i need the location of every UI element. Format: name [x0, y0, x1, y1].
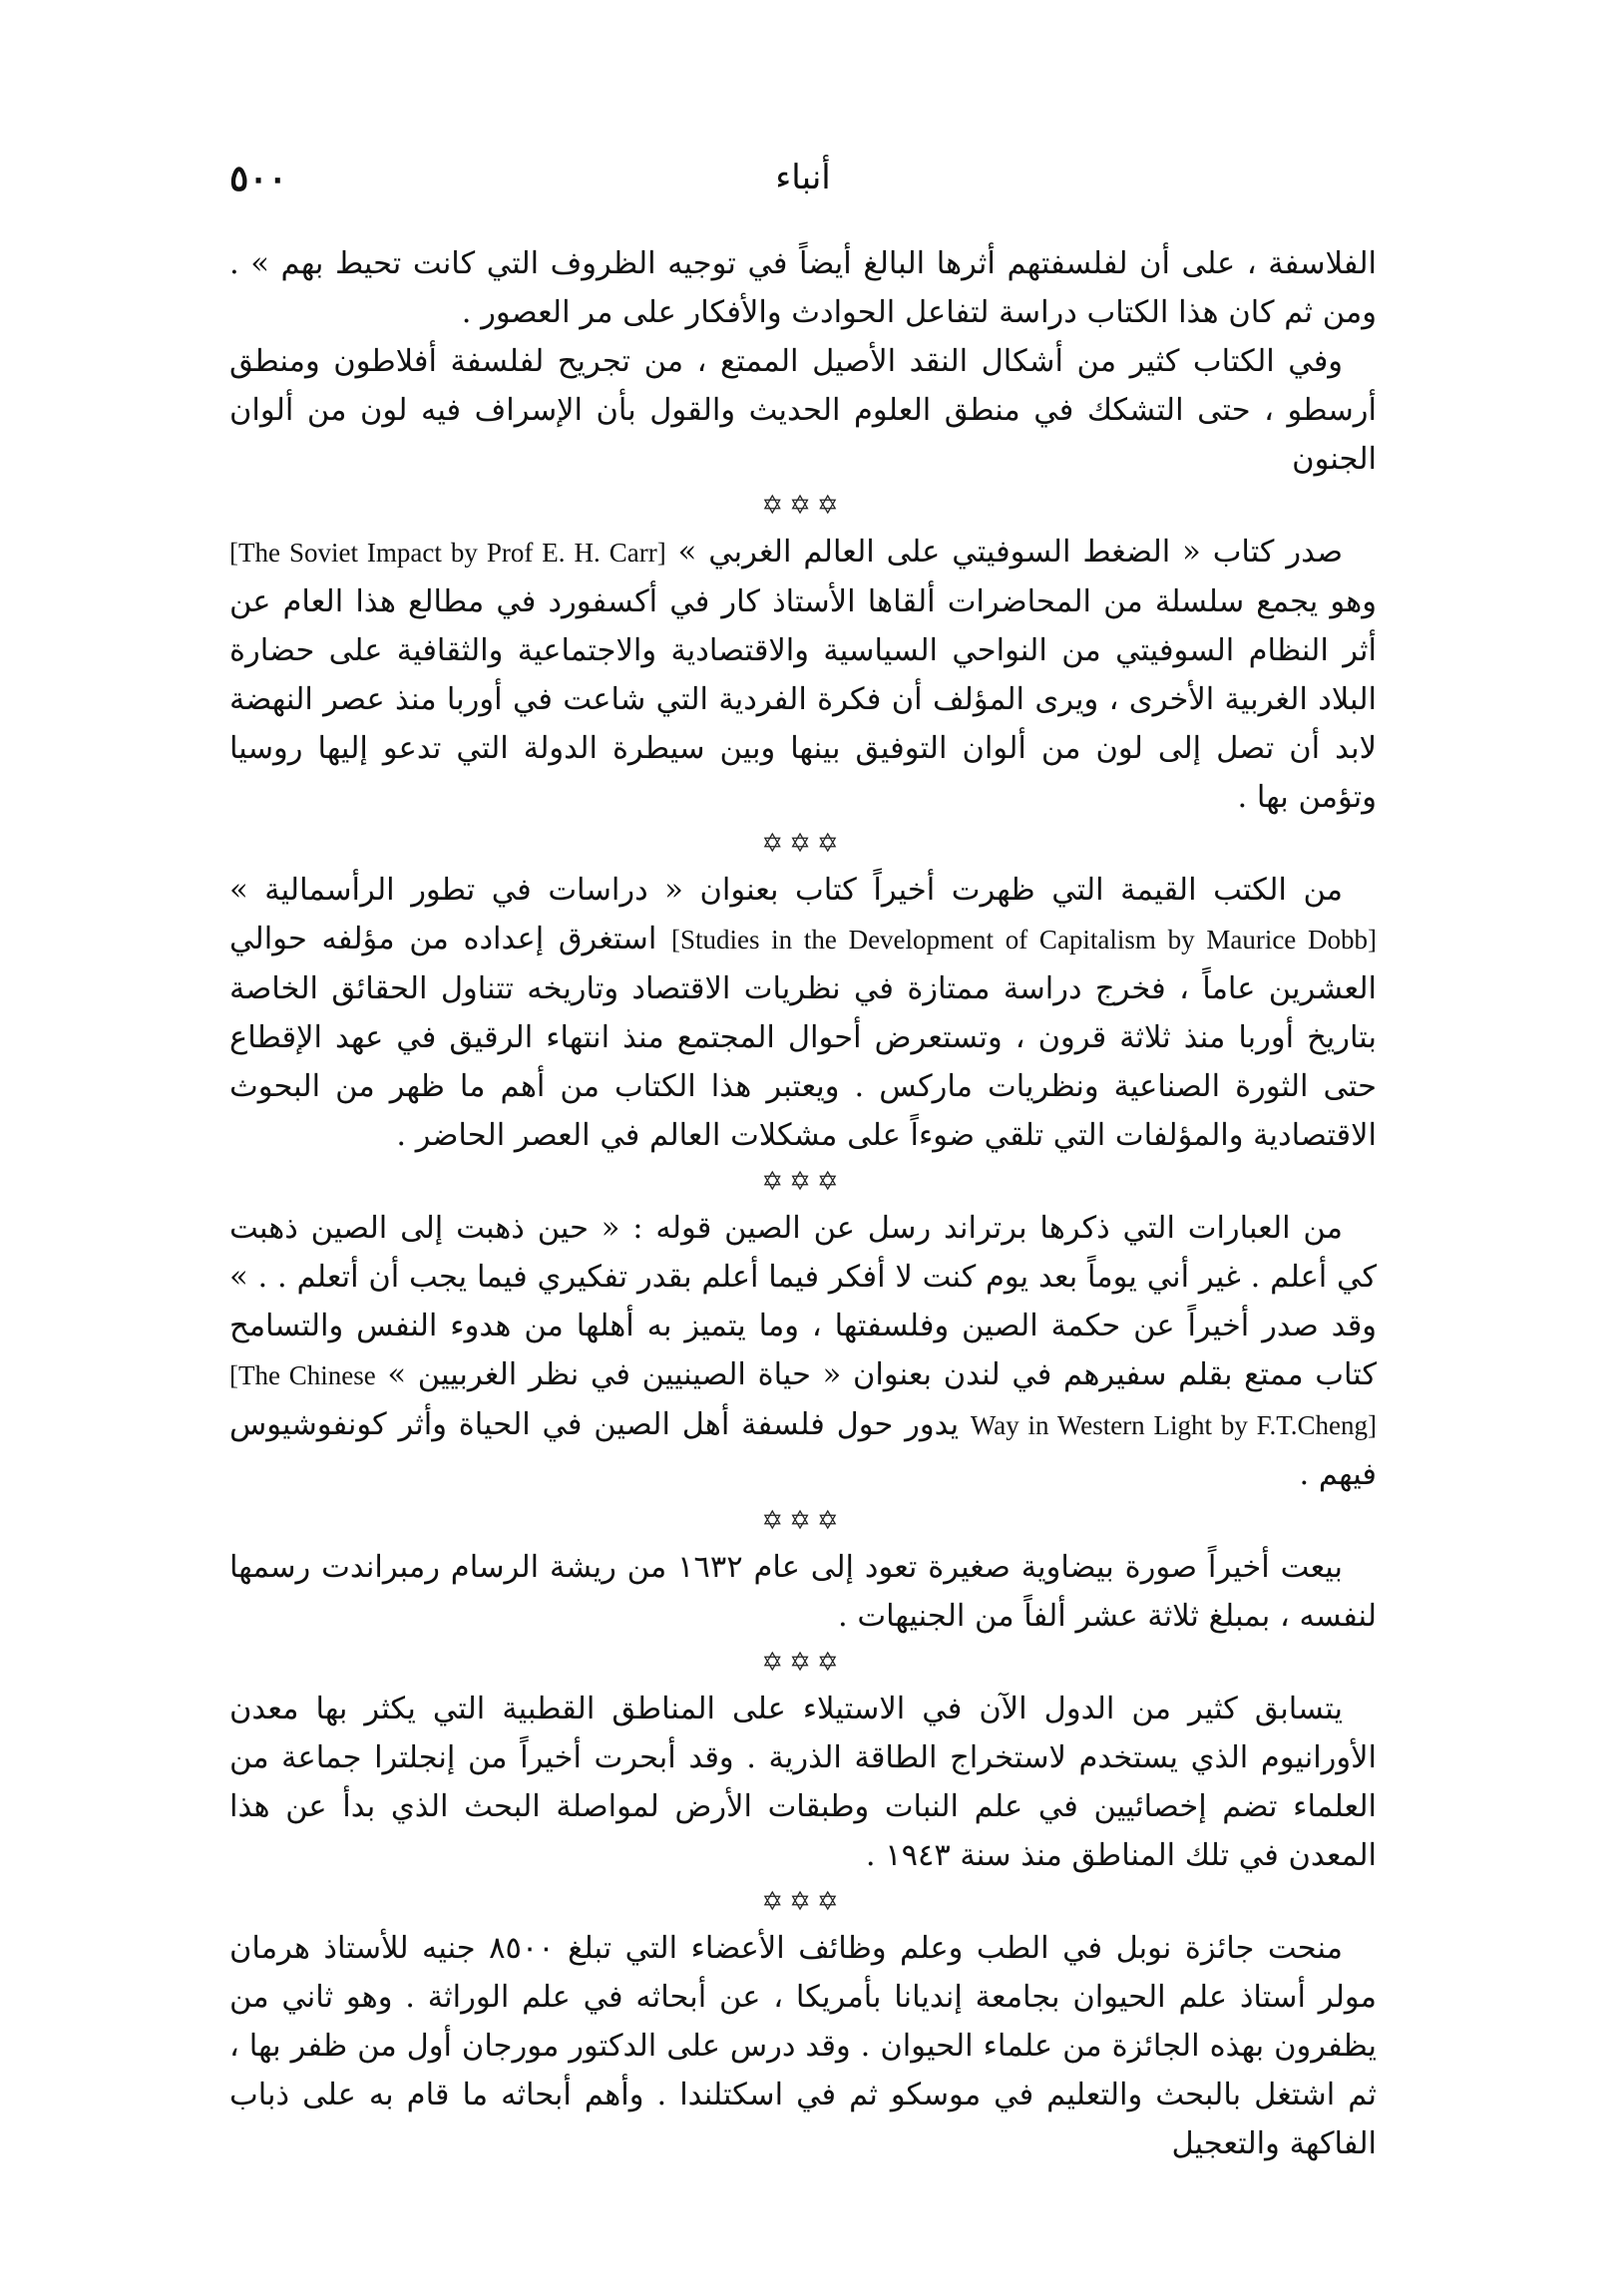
english-title: [The Chinese Way in Western Light by F.T.Cheng] — [229, 1360, 1378, 1440]
article-body — [229, 239, 1377, 2168]
english-title: [The Soviet Impact by Prof E. H. Carr] — [229, 538, 666, 568]
section-separator: ✡✡✡ — [761, 1506, 845, 1536]
section-separator: ✡✡✡ — [761, 1887, 845, 1917]
section-separator: ✡✡✡ — [761, 491, 845, 521]
news-paragraph — [229, 1924, 1377, 2168]
paragraph-text: منحت جائزة نوبل في الطب وعلم وظائف الأعضاء التي تبلغ ٨٥٠٠ جنيه للأستاذ هرمان مولر أستاذ علم الحيوان بجامعة إنديانا بأمريكا ، عن أبحاثه في علم الوراثة . وهو ثاني من يظفرون بهذه الجائزة من علماء الحيوان . وقد درس على الدكتور مورجان أول من ظفر بها ، ثم اشتغل بالبحث والتعليم في موسكو ثم في اسكتلندا . وأهم أبحاثه ما قام به على ذباب الفاكهة والتعجيل — [229, 1931, 1377, 2161]
running-title: أنباء — [775, 158, 831, 197]
page-number: ٥٠٠ — [229, 158, 288, 199]
news-paragraph — [229, 1685, 1377, 1880]
news-paragraph — [229, 1543, 1377, 1641]
paragraph-text: بيعت أخيراً صورة بيضاوية صغيرة تعود إلى عام ١٦٣٢ من ريشة الرسام رمبراندت رسمها لنفسه ، بمبلغ ثلاثة عشر ألفاً من الجنيهات . — [229, 1550, 1377, 1634]
news-paragraph — [229, 866, 1377, 1160]
english-title: [Studies in the Development of Capitalism by Maurice Dobb] — [670, 925, 1377, 955]
paragraph-text: يتسابق كثير من الدول الآن في الاستيلاء على المناطق القطبية التي يكثر بها معدن الأورانيوم الذي يستخدم لاستخراج الطاقة الذرية . وقد أبحرت أخيراً من إنجلترا جماعة من العلماء تضم إخصائيين في علم النبات وطبقات الأرض لمواصلة البحث الذي بدأ عن هذا المعدن في تلك المناطق منذ سنة ١٩٤٣ . — [229, 1692, 1377, 1873]
paragraph-text: وفي الكتاب كثير من أشكال النقد الأصيل الممتع ، من تجريح لفلسفة أفلاطون ومنطق أرسطو ، حتى التشكك في منطق العلوم الحديث والقول بأن الإسراف فيه لون من ألوان الجنون — [229, 344, 1377, 477]
news-paragraph — [229, 337, 1377, 484]
news-paragraph — [229, 239, 1377, 337]
paragraph-text: وهو يجمع سلسلة من المحاضرات ألقاها الأستاذ كار في أكسفورد في مطالع هذا العام عن أثر النظام السوفيتي من النواحي السياسية والاقتصادية والاجتماعية والثقافية على حضارة البلاد الغربية الأخرى ، ويرى المؤلف أن فكرة الفردية التي شاعت في أوربا منذ عصر النهضة لابد أن تصل إلى لون من ألوان التوفيق بينها وبين سيطرة الدولة التي تدعو إليها روسيا وتؤمن بها . — [229, 584, 1377, 815]
page-header — [229, 158, 1377, 207]
paragraph-text: يدور حول فلسفة أهل الصين في الحياة وأثر كونفوشيوس فيهم . — [229, 1407, 1377, 1492]
paragraph-text: من الكتب القيمة التي ظهرت أخيراً كتاب بعنوان « دراسات في تطور الرأسمالية » — [229, 873, 1343, 908]
paragraph-text: صدر كتاب « الضغط السوفيتي على العالم الغربي » — [665, 535, 1343, 570]
section-separator: ✡✡✡ — [761, 1167, 845, 1197]
news-paragraph — [229, 528, 1377, 822]
news-paragraph — [229, 1204, 1377, 1499]
paragraph-text: من العبارات التي ذكرها برتراند رسل عن الصين قوله : « حين ذهبت إلى الصين ذهبت كي أعلم . غير أني يوماً بعد يوم كنت لا أفكر فيما أعلم بقدر تفكيري فيما يجب أن أتعلم . . » وقد صدر أخيراً عن حكمة الصين وفلسفتها ، وما يتميز به أهلها من هدوء النفس والتسامح كتاب ممتع بقلم سفيرهم في لندن بعنوان « حياة الصينيين في نظر الغربيين » — [229, 1211, 1378, 1392]
paragraph-text: الفلاسفة ، على أن لفلسفتهم أثرها البالغ أيضاً في توجيه الظروف التي كانت تحيط بهم » . ومن ثم كان هذا الكتاب دراسة لتفاعل الحوادث والأفكار على مر العصور . — [229, 246, 1377, 330]
section-separator: ✡✡✡ — [761, 1648, 845, 1678]
section-separator: ✡✡✡ — [761, 829, 845, 859]
paragraph-text: استغرق إعداده من مؤلفه حوالي العشرين عاماً ، فخرج دراسة ممتازة في نظريات الاقتصاد وتاريخه تتناول الحقائق الخاصة بتاريخ أوربا منذ ثلاثة قرون ، وتستعرض أحوال المجتمع منذ انتهاء الرقيق في عهد الإقطاع حتى الثورة الصناعية ونظريات ماركس . ويعتبر هذا الكتاب من أهم ما ظهر من البحوث الاقتصادية والمؤلفات التي تلقي ضوءاً على مشكلات العالم في العصر الحاضر . — [229, 922, 1377, 1153]
